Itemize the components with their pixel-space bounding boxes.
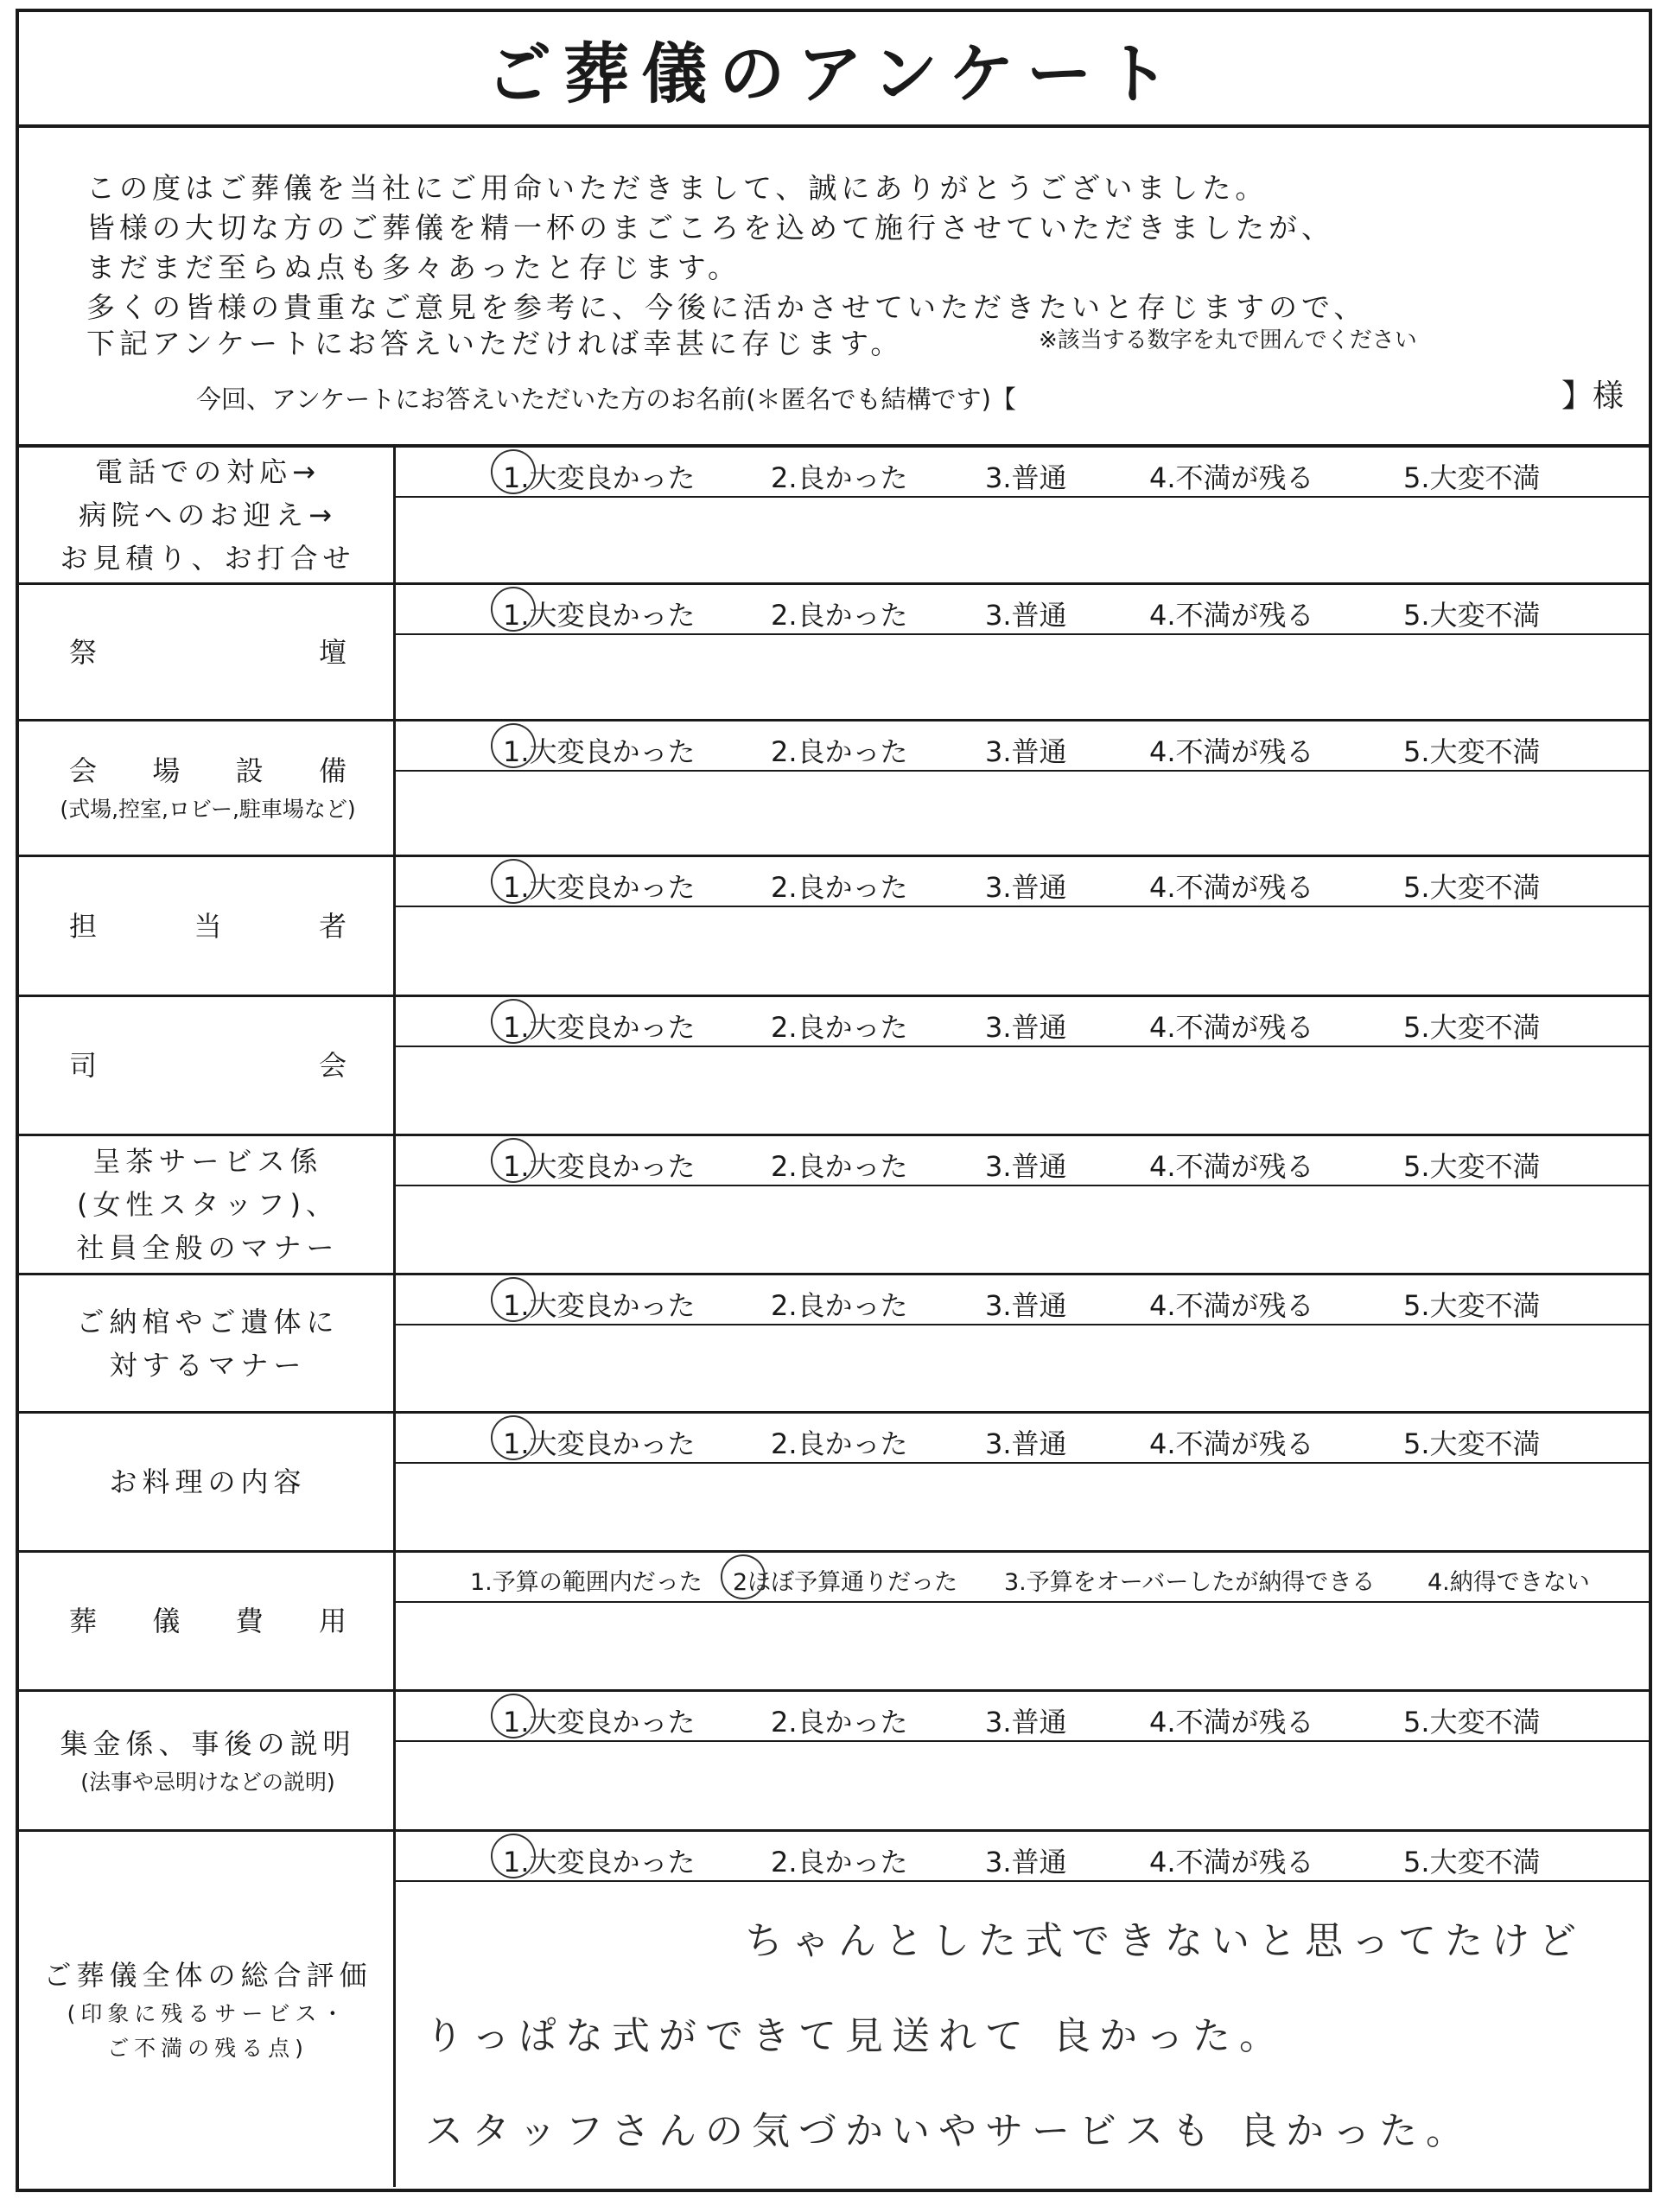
rating-option[interactable]: 4.不満が残る <box>1149 1427 1314 1460</box>
handwritten-comment: ちゃんとした式できないと思ってたけど <box>745 1919 1585 1963</box>
rating-option[interactable]: 5.大変不満 <box>1403 1706 1541 1738</box>
rating-option[interactable]: 5.大変不満 <box>1403 1289 1541 1322</box>
page-title: ご葬儀のアンケート <box>486 35 1182 112</box>
question-label-cell <box>19 1692 396 1829</box>
question-label-cell <box>19 857 396 995</box>
rating-options <box>396 721 1649 772</box>
question-label: ご葬儀全体の総合評価 <box>43 1958 372 1992</box>
question-label-char: 備 <box>318 754 347 787</box>
rating-option[interactable]: 1.大変良かった <box>503 461 696 494</box>
rating-options <box>396 1414 1649 1464</box>
rating-options <box>396 585 1649 635</box>
rating-option[interactable]: 3.予算をオーバーしたが納得できる <box>1004 1569 1376 1596</box>
question-row <box>19 1692 1649 1832</box>
question-label-char: 費 <box>235 1605 264 1637</box>
question-row <box>19 1414 1649 1553</box>
rating-options <box>396 1275 1649 1325</box>
rating-options <box>396 448 1649 498</box>
rating-option[interactable]: 1.大変良かった <box>503 1706 696 1738</box>
rating-option[interactable]: 1.大変良かった <box>503 1289 696 1322</box>
question-label: 集金係、事後の説明 <box>60 1726 356 1760</box>
intro-section <box>19 128 1649 448</box>
rating-option[interactable]: 5.大変不満 <box>1403 735 1541 768</box>
rating-option[interactable]: 3.普通 <box>985 461 1067 494</box>
question-label-char: 司 <box>69 1049 98 1082</box>
question-row <box>19 585 1649 721</box>
question-label-char: 用 <box>318 1605 347 1637</box>
rating-option[interactable]: 4.不満が残る <box>1149 461 1314 494</box>
rating-option[interactable]: 3.普通 <box>985 1011 1067 1044</box>
handwritten-comment: りっぱな式ができて見送れて 良かった。 <box>425 2014 1286 2058</box>
name-field-suffix: 】様 <box>1561 378 1625 414</box>
question-label-cell <box>19 1832 396 2187</box>
rating-option[interactable]: 4.不満が残る <box>1149 1011 1314 1044</box>
rating-option[interactable]: 1.大変良かった <box>503 1011 696 1044</box>
question-label: 病院へのお迎え→ <box>79 499 337 531</box>
handwritten-comment: スタッフさんの気づかいやサービスも 良かった。 <box>425 2109 1472 2153</box>
question-row <box>19 997 1649 1136</box>
rating-option[interactable]: 1.大変良かった <box>503 735 696 768</box>
rating-option[interactable]: 3.普通 <box>985 1289 1067 1322</box>
question-label: 呈茶サービス係 <box>92 1145 323 1178</box>
rating-option[interactable]: 4.不満が残る <box>1149 871 1314 904</box>
question-label-cell <box>19 721 396 855</box>
question-label-char: 設 <box>235 754 264 787</box>
rating-option[interactable]: 5.大変不満 <box>1403 1150 1541 1183</box>
question-label-cell <box>19 585 396 719</box>
rating-option[interactable]: 1.大変良かった <box>503 599 696 632</box>
rating-option[interactable]: 1.大変良かった <box>503 1846 696 1878</box>
rating-option[interactable]: 2.良かった <box>771 1427 908 1460</box>
rating-option[interactable]: 4.不満が残る <box>1149 1706 1314 1738</box>
question-label-cell <box>19 1553 396 1689</box>
question-label: (女性スタッフ)、 <box>77 1188 339 1221</box>
rating-option[interactable]: 2.良かった <box>771 1289 908 1322</box>
rating-option[interactable]: 4.不満が残る <box>1149 1150 1314 1183</box>
question-row <box>19 857 1649 997</box>
rating-option[interactable]: 2ほぼ予算通りだった <box>733 1569 958 1596</box>
question-label-char: 当 <box>194 909 222 943</box>
rating-option[interactable]: 2.良かった <box>771 461 908 494</box>
rating-option[interactable]: 1.大変良かった <box>503 1150 696 1183</box>
question-note: (印象に残るサービス・ <box>67 2000 349 2026</box>
question-label-cell <box>19 448 396 582</box>
rating-option[interactable]: 4.不満が残る <box>1149 1289 1314 1322</box>
intro-line: 皆様の大切な方のご葬儀を精一杯のまごころを込めて施行させていただきましたが、 <box>86 211 1334 245</box>
question-label-char: 葬 <box>69 1605 98 1637</box>
question-label <box>69 1599 347 1643</box>
question-label-char: 場 <box>152 754 181 787</box>
question-label: 電話での対応→ <box>95 455 321 488</box>
intro-line: まだまだ至らぬ点も多々あったと存じます。 <box>86 251 741 284</box>
question-note: ご不満の残る点) <box>107 2035 308 2061</box>
name-field-label: 今回、アンケートにお答えいただいた方のお名前(＊匿名でも結構です)【 <box>196 385 1016 414</box>
intro-line: 多くの皆様の貴重なご意見を参考に、今後に活かさせていただきたいと存じますので、 <box>86 290 1367 324</box>
survey-sheet <box>16 9 1652 2192</box>
rating-option[interactable]: 1.大変良かった <box>503 871 696 904</box>
question-row <box>19 721 1649 857</box>
rating-option[interactable]: 4.不満が残る <box>1149 599 1314 632</box>
question-label-cell <box>19 997 396 1134</box>
rating-option[interactable]: 3.普通 <box>985 599 1067 632</box>
rating-options <box>396 1553 1649 1603</box>
rating-options <box>396 997 1649 1047</box>
rating-option[interactable]: 3.普通 <box>985 1706 1067 1738</box>
rating-option[interactable]: 2.良かった <box>771 1150 908 1183</box>
question-label: お料理の内容 <box>109 1465 307 1498</box>
question-label <box>69 749 347 792</box>
rating-option[interactable]: 2.良かった <box>771 735 908 768</box>
question-label-char: 儀 <box>152 1605 181 1637</box>
rating-option[interactable]: 3.普通 <box>985 1427 1067 1460</box>
question-label-char: 壇 <box>318 635 347 669</box>
question-row <box>19 1275 1649 1414</box>
rating-option[interactable]: 5.大変不満 <box>1403 599 1541 632</box>
question-label-char: 会 <box>318 1049 347 1082</box>
question-row <box>19 1832 1649 2187</box>
intro-line: 下記アンケートにお答えいただければ幸甚に存じます。 <box>86 327 904 360</box>
rating-option[interactable]: 2.良かった <box>771 1011 908 1044</box>
rating-option[interactable]: 2.良かった <box>771 599 908 632</box>
question-label-char: 担 <box>69 909 98 943</box>
rating-option[interactable]: 3.普通 <box>985 735 1067 768</box>
rating-option[interactable]: 5.大変不満 <box>1403 461 1541 494</box>
intro-line: この度はご葬儀を当社にご用命いただきまして、誠にありがとうございました。 <box>86 171 1269 205</box>
question-row <box>19 448 1649 585</box>
rating-option[interactable]: 1.大変良かった <box>503 1427 696 1460</box>
rating-options <box>396 1136 1649 1186</box>
rating-option[interactable]: 5.大変不満 <box>1403 1011 1541 1044</box>
rating-option[interactable]: 2.良かった <box>771 871 908 904</box>
rating-option[interactable]: 2.良かった <box>771 1846 908 1878</box>
question-row <box>19 1553 1649 1692</box>
question-label: ご納棺やご遺体に <box>76 1305 340 1338</box>
question-label-char: 者 <box>318 909 347 943</box>
rating-option[interactable]: 4.納得できない <box>1428 1569 1590 1596</box>
rating-option[interactable]: 3.普通 <box>985 1150 1067 1183</box>
question-label: お見積り、お打合せ <box>60 542 356 575</box>
rating-option[interactable]: 4.不満が残る <box>1149 735 1314 768</box>
rating-option[interactable]: 3.普通 <box>985 871 1067 904</box>
rating-option[interactable]: 1.予算の範囲内だった <box>470 1569 703 1596</box>
question-row <box>19 1136 1649 1275</box>
question-label <box>69 1044 347 1087</box>
instruction-note: ※該当する数字を丸で囲んでください <box>1039 327 1417 353</box>
question-label-cell <box>19 1275 396 1411</box>
rating-option[interactable]: 5.大変不満 <box>1403 871 1541 904</box>
rating-option[interactable]: 2.良かった <box>771 1706 908 1738</box>
rating-options <box>396 1832 1649 1882</box>
rating-option[interactable]: 4.不満が残る <box>1149 1846 1314 1878</box>
rating-options <box>396 1692 1649 1742</box>
question-label <box>69 905 347 948</box>
title-box <box>19 12 1649 128</box>
question-note: (式場,控室,ロビー,駐車場など) <box>60 797 356 822</box>
question-label: 対するマナー <box>109 1348 307 1382</box>
question-label-cell <box>19 1136 396 1273</box>
question-label: 社員全般のマナー <box>76 1231 340 1264</box>
question-label-char: 祭 <box>69 635 98 669</box>
rating-option[interactable]: 5.大変不満 <box>1403 1427 1541 1460</box>
question-label <box>69 631 347 674</box>
question-note: (法事や忌明けなどの説明) <box>80 1769 335 1795</box>
question-label-char: 会 <box>69 754 98 787</box>
rating-option[interactable]: 5.大変不満 <box>1403 1846 1541 1878</box>
rating-option[interactable]: 3.普通 <box>985 1846 1067 1878</box>
rating-options <box>396 857 1649 907</box>
question-label-cell <box>19 1414 396 1550</box>
